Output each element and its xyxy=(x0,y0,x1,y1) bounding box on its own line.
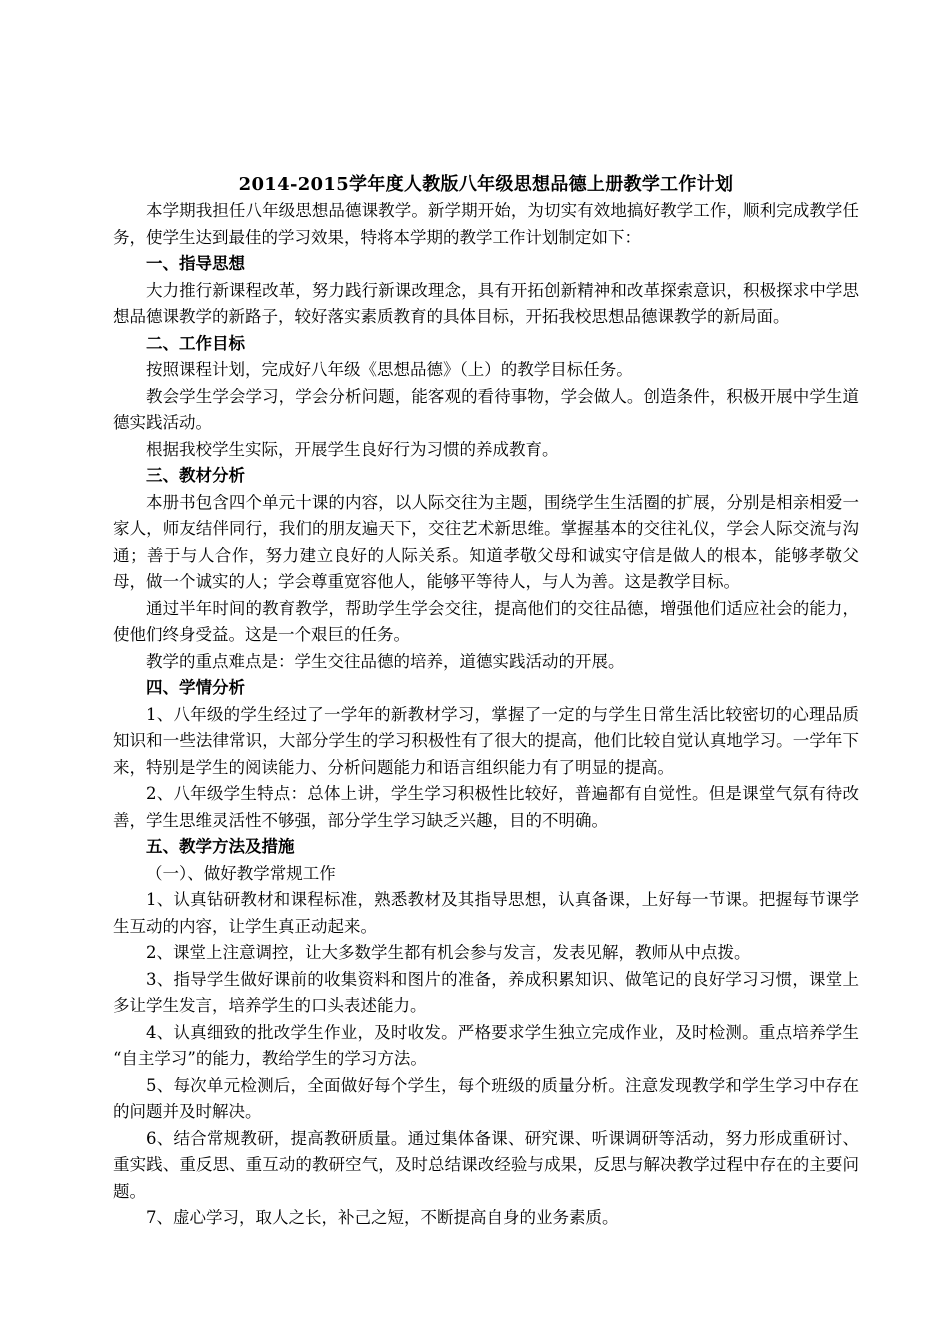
section-heading: 一、指导思想 xyxy=(146,254,245,273)
section-heading: 五、教学方法及措施 xyxy=(146,837,295,856)
body-paragraph: 大力推行新课程改革，努力践行新课改理念，具有开拓创新精神和改革探索意识，积极探求中学思想品德课教学的新路子，较好落实素质教育的具体目标，开拓我校思想品德课教学的新局面。 xyxy=(113,280,859,326)
document-title: 2014-2015学年度人教版八年级思想品德上册教学工作计划 xyxy=(238,174,734,195)
section-heading: 三、教材分析 xyxy=(146,466,245,485)
body-paragraph: 本册书包含四个单元十课的内容，以人际交往为主题，围绕学生生活圈的扩展，分别是相亲相爱一家人，师友结伴同行，我们的朋友遍天下，交往艺术新思维。掌握基本的交往礼仪，学会人际交流与沟通；善于与人合作，努力建立良好的人际关系。知道孝敬父母和诚实守信是做人的根本，能够孝敬父母，做一个诚实的人；学会尊重宽容他人，能够平等待人，与人为善。这是教学目标。 xyxy=(113,492,859,591)
body-paragraph: 5、每次单元检测后，全面做好每个学生，每个班级的质量分析。注意发现教学和学生学习中存在的问题并及时解决。 xyxy=(113,1075,859,1121)
section-heading: 四、学情分析 xyxy=(146,678,245,697)
subsection-heading: （一）、做好教学常规工作 xyxy=(146,863,336,883)
body-paragraph: 7、虚心学习，取人之长，补己之短，不断提高自身的业务素质。 xyxy=(146,1208,619,1227)
body-paragraph: 1、认真钻研教材和课程标准，熟悉教材及其指导思想，认真备课，上好每一节课。把握每节课学生互动的内容，让学生真正动起来。 xyxy=(113,890,859,936)
body-paragraph: 2、课堂上注意调控，让大多数学生都有机会参与发言，发表见解，教师从中点拨。 xyxy=(146,943,751,962)
body-paragraph: 2、八年级学生特点：总体上讲，学生学习积极性比较好，普遍都有自觉性。但是课堂气氛有待改善，学生思维灵活性不够强，部分学生学习缺乏兴趣，目的不明确。 xyxy=(113,784,859,830)
body-paragraph: 教学的重点难点是：学生交往品德的培养，道德实践活动的开展。 xyxy=(146,651,625,671)
body-paragraph: 6、结合常规教研，提高教研质量。通过集体备课、研究课、听课调研等活动，努力形成重研讨、重实践、重反思、重互动的教研空气，及时总结课改经验与成果，反思与解决教学过程中存在的主要问题。 xyxy=(113,1128,859,1201)
body-paragraph: 4、认真细致的批改学生作业，及时收发。严格要求学生独立完成作业，及时检测。重点培养学生 “自主学习”的能力，教给学生的学习方法。 xyxy=(113,1022,859,1068)
document-page xyxy=(113,172,859,1232)
body-paragraph: 本学期我担任八年级思想品德课教学。新学期开始，为切实有效地搞好教学工作，顺利完成教学任务，使学生达到最佳的学习效果，特将本学期的教学工作计划制定如下： xyxy=(113,201,859,247)
body-paragraph: 1、八年级的学生经过了一学年的新教材学习，掌握了一定的与学生日常生活比较密切的心理品质知识和一些法律常识，大部分学生的学习积极性有了很大的提高，他们比较自觉认真地学习。一学年下来，特别是学生的阅读能力、分析问题能力和语言组织能力有了明显的提高。 xyxy=(113,704,859,777)
body-paragraph: 按照课程计划，完成好八年级《思想品德》（上）的教学目标任务。 xyxy=(146,360,633,379)
body-paragraph: 通过半年时间的教育教学，帮助学生学会交往，提高他们的交往品德，增强他们适应社会的能力，使他们终身受益。这是一个艰巨的任务。 xyxy=(113,598,859,644)
body-paragraph: 根据我校学生实际，开展学生良好行为习惯的养成教育。 xyxy=(146,439,559,459)
body-paragraph: 3、指导学生做好课前的收集资料和图片的准备，养成积累知识、做笔记的良好学习习惯，课堂上多让学生发言，培养学生的口头表述能力。 xyxy=(113,969,859,1015)
section-heading: 二、工作目标 xyxy=(146,333,245,353)
body-paragraph: 教会学生学会学习，学会分析问题，能客观的看待事物，学会做人。创造条件，积极开展中学生道德实践活动。 xyxy=(113,386,859,432)
document-body xyxy=(113,198,859,1232)
